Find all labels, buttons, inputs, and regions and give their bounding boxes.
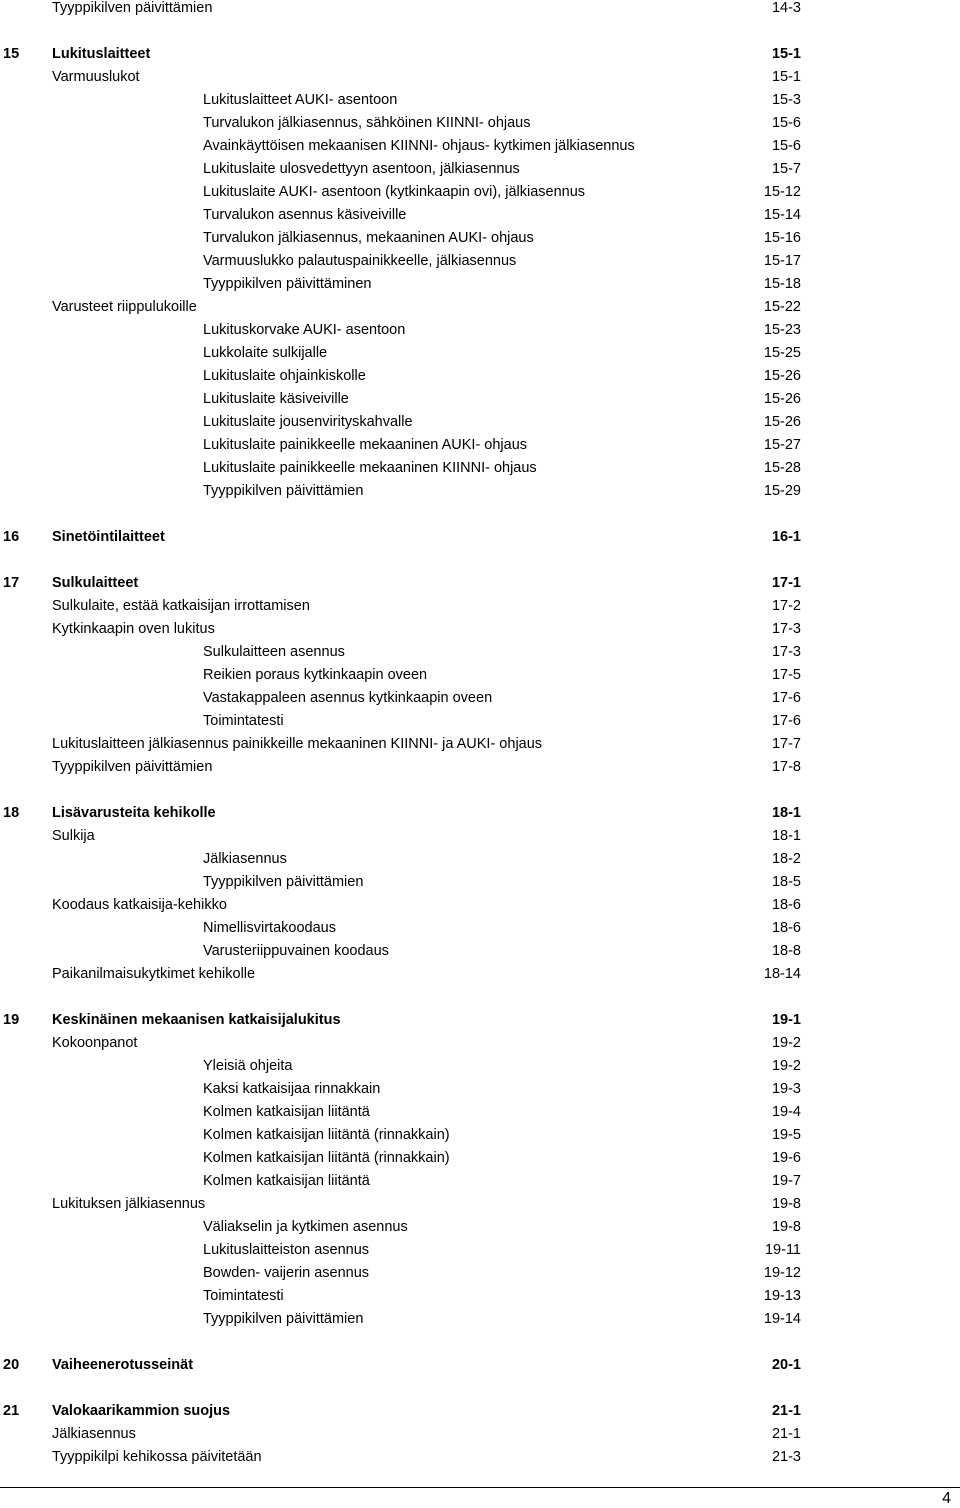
toc-page-reference: 16-1 [771, 529, 801, 545]
toc-entry-title: Lukituslaite AUKI- asentoon (kytkinkaapin ovi), jälkiasennus [203, 184, 586, 200]
toc-subsection-row [0, 874, 960, 897]
toc-section-row [0, 69, 960, 92]
toc-entry-title: Tyyppikilven päivittämien [203, 1311, 364, 1327]
toc-page-reference: 18-1 [771, 805, 801, 821]
toc-subsection-row [0, 1288, 960, 1311]
toc-subsection-row [0, 713, 960, 736]
toc-section-row [0, 299, 960, 322]
toc-entry-title: Lukituslaite käsiveiville [203, 391, 349, 407]
toc-page-reference: 15-26 [763, 391, 801, 407]
toc-chapter-row [0, 46, 960, 69]
footer-rule [0, 1487, 960, 1488]
toc-entry-title: Tyyppikilpi kehikossa päivitetään [52, 1449, 262, 1465]
toc-subsection-row [0, 851, 960, 874]
toc-entry-title: Kaksi katkaisijaa rinnakkain [203, 1081, 381, 1097]
toc-entry-title: Tyyppikilven päivittämien [203, 483, 364, 499]
toc-page-reference: 20-1 [771, 1357, 801, 1373]
toc-subsection-row [0, 1081, 960, 1104]
toc-page-reference: 18-5 [771, 874, 801, 890]
toc-page-reference: 15-23 [763, 322, 801, 338]
toc-page-reference: 15-29 [763, 483, 801, 499]
toc-page-reference: 15-17 [763, 253, 801, 269]
toc-subsection-row [0, 644, 960, 667]
toc-page-reference: 19-6 [771, 1150, 801, 1166]
toc-entry-title: Tyyppikilven päivittämien [203, 874, 364, 890]
toc-page-reference: 15-16 [763, 230, 801, 246]
toc-page-reference: 19-8 [771, 1219, 801, 1235]
toc-entry-title: Kolmen katkaisijan liitäntä (rinnakkain) [203, 1150, 450, 1166]
toc-chapter-number: 19 [3, 1012, 20, 1028]
toc-entry-title: Reikien poraus kytkinkaapin oveen [203, 667, 428, 683]
toc-subsection-row [0, 1265, 960, 1288]
toc-page-reference: 19-14 [763, 1311, 801, 1327]
toc-page-reference: 17-7 [771, 736, 801, 752]
toc-subsection-row [0, 1150, 960, 1173]
toc-chapter-row [0, 1012, 960, 1035]
toc-subsection-row [0, 1219, 960, 1242]
toc-entry-title: Varusteriippuvainen koodaus [203, 943, 389, 959]
toc-subsection-row [0, 1104, 960, 1127]
toc-subsection-row [0, 414, 960, 437]
toc-section-row [0, 966, 960, 989]
toc-page-reference: 15-26 [763, 368, 801, 384]
toc-entry-title: Sulkulaitteet [52, 575, 139, 591]
toc-entry-title: Varusteet riippulukoille [52, 299, 197, 315]
toc-section-row [0, 828, 960, 851]
toc-subsection-row [0, 115, 960, 138]
toc-page-reference: 15-12 [763, 184, 801, 200]
toc-page-reference: 18-6 [771, 897, 801, 913]
toc-section-row [0, 1035, 960, 1058]
toc-entry-title: Kolmen katkaisijan liitäntä [203, 1104, 370, 1120]
toc-subsection-row [0, 253, 960, 276]
toc-entry-title: Kolmen katkaisijan liitäntä (rinnakkain) [203, 1127, 450, 1143]
toc-subsection-row [0, 667, 960, 690]
toc-entry-title: Väliakselin ja kytkimen asennus [203, 1219, 408, 1235]
toc-entry-title: Lukituslaite painikkeelle mekaaninen KIINNI- ohjaus [203, 460, 537, 476]
toc-entry-title: Varmuuslukot [52, 69, 140, 85]
toc-entry-title: Keskinäinen mekaanisen katkaisijalukitus [52, 1012, 341, 1028]
toc-page-reference: 17-3 [771, 621, 801, 637]
toc-entry-title: Kolmen katkaisijan liitäntä [203, 1173, 370, 1189]
toc-entry-title: Varmuuslukko palautuspainikkeelle, jälkiasennus [203, 253, 517, 269]
toc-page-reference: 15-6 [771, 138, 801, 154]
toc-entry-title: Lukituslaitteet AUKI- asentoon [203, 92, 398, 108]
toc-entry-title: Vaiheenerotusseinät [52, 1357, 194, 1373]
toc-page-reference: 19-4 [771, 1104, 801, 1120]
toc-page-reference: 19-13 [763, 1288, 801, 1304]
toc-entry-title: Sulkulaitteen asennus [203, 644, 345, 660]
toc-page-reference: 19-2 [771, 1035, 801, 1051]
toc-section-row [0, 736, 960, 759]
toc-page-reference: 19-8 [771, 1196, 801, 1212]
toc-entry-title: Lisävarusteita kehikolle [52, 805, 216, 821]
toc-page-reference: 17-6 [771, 713, 801, 729]
toc-subsection-row [0, 184, 960, 207]
toc-entry-title: Lukituksen jälkiasennus [52, 1196, 206, 1212]
toc-page-reference: 21-1 [771, 1426, 801, 1442]
toc-page-reference: 18-2 [771, 851, 801, 867]
toc-entry-title: Jälkiasennus [203, 851, 287, 867]
toc-entry-title: Jälkiasennus [52, 1426, 136, 1442]
toc-subsection-row [0, 920, 960, 943]
toc-chapter-number: 18 [3, 805, 20, 821]
toc-page-reference: 15-25 [763, 345, 801, 361]
toc-page-reference: 18-14 [763, 966, 801, 982]
toc-entry-title: Nimellisvirtakoodaus [203, 920, 336, 936]
toc-page-reference: 15-14 [763, 207, 801, 223]
toc-page-reference: 18-8 [771, 943, 801, 959]
toc-entry-title: Lukituslaitteiston asennus [203, 1242, 370, 1258]
toc-subsection-row [0, 345, 960, 368]
toc-page-reference: 15-1 [771, 46, 801, 62]
page-number: 4 [942, 1490, 951, 1507]
toc-entry-title: Toimintatesti [203, 1288, 284, 1304]
toc-page-reference: 15-6 [771, 115, 801, 131]
toc-chapter-number: 20 [3, 1357, 20, 1373]
toc-subsection-row [0, 230, 960, 253]
toc-entry-title: Vastakappaleen asennus kytkinkaapin oveen [203, 690, 493, 706]
toc-page-reference: 15-27 [763, 437, 801, 453]
toc-subsection-row [0, 1127, 960, 1150]
toc-entry-title: Lukituslaite ohjainkiskolle [203, 368, 366, 384]
toc-entry-title: Paikanilmaisukytkimet kehikolle [52, 966, 256, 982]
toc-entry-title: Koodaus katkaisija-kehikko [52, 897, 227, 913]
toc-subsection-row [0, 483, 960, 506]
toc-subsection-row [0, 943, 960, 966]
toc-subsection-row [0, 138, 960, 161]
toc-page-reference: 15-28 [763, 460, 801, 476]
toc-page-reference: 18-1 [771, 828, 801, 844]
toc-page-reference: 15-22 [763, 299, 801, 315]
toc-entry-title: Lukituslaitteen jälkiasennus painikkeille mekaaninen KIINNI- ja AUKI- ohjaus [52, 736, 543, 752]
toc-subsection-row [0, 1311, 960, 1334]
toc-entry-title: Lukituslaite jousenvirityskahvalle [203, 414, 413, 430]
toc-page-reference: 17-6 [771, 690, 801, 706]
toc-section-row [0, 1426, 960, 1449]
toc-section-row [0, 598, 960, 621]
toc-entry-title: Lukituslaitteet [52, 46, 151, 62]
toc-entry-title: Sulkija [52, 828, 95, 844]
toc-page-reference: 17-8 [771, 759, 801, 775]
toc-entry-title: Lukituslaite ulosvedettyyn asentoon, jälkiasennus [203, 161, 520, 177]
toc-page-reference: 19-12 [763, 1265, 801, 1281]
toc-page-reference: 15-18 [763, 276, 801, 292]
toc-entry-title: Lukituslaite painikkeelle mekaaninen AUKI- ohjaus [203, 437, 528, 453]
toc-entry-title: Sinetöintilaitteet [52, 529, 165, 545]
toc-entry-title: Toimintatesti [203, 713, 284, 729]
toc-page-reference: 19-3 [771, 1081, 801, 1097]
toc-subsection-row [0, 1242, 960, 1265]
toc-subsection-row [0, 276, 960, 299]
toc-page-reference: 19-5 [771, 1127, 801, 1143]
toc-entry-title: Lukituskorvake AUKI- asentoon [203, 322, 406, 338]
toc-page-reference: 19-2 [771, 1058, 801, 1074]
toc-subsection-row [0, 391, 960, 414]
toc-chapter-row [0, 1403, 960, 1426]
toc-chapter-number: 15 [3, 46, 20, 62]
toc-entry-title: Turvalukon jälkiasennus, mekaaninen AUKI- ohjaus [203, 230, 534, 246]
toc-page-reference: 19-11 [764, 1242, 801, 1258]
toc-chapter-row [0, 575, 960, 598]
toc-subsection-row [0, 368, 960, 391]
toc-entry-title: Avainkäyttöisen mekaanisen KIINNI- ohjaus- kytkimen jälkiasennus [203, 138, 635, 154]
toc-subsection-row [0, 460, 960, 483]
toc-page-reference: 18-6 [771, 920, 801, 936]
toc-page-reference: 21-1 [771, 1403, 801, 1419]
toc-subsection-row [0, 1058, 960, 1081]
toc-entry-title: Kytkinkaapin oven lukitus [52, 621, 215, 637]
toc-section-row [0, 621, 960, 644]
toc-section-row [0, 759, 960, 782]
toc-subsection-row [0, 322, 960, 345]
toc-subsection-row [0, 207, 960, 230]
toc-section-row [0, 0, 960, 23]
toc-page-reference: 17-1 [771, 575, 801, 591]
toc-page-reference: 15-7 [771, 161, 801, 177]
toc-page-reference: 17-5 [771, 667, 801, 683]
toc-chapter-number: 16 [3, 529, 20, 545]
toc-page-reference: 15-3 [771, 92, 801, 108]
toc-chapter-row [0, 805, 960, 828]
toc-entry-title: Lukkolaite sulkijalle [203, 345, 328, 361]
toc-subsection-row [0, 161, 960, 184]
toc-section-row [0, 897, 960, 920]
toc-subsection-row [0, 92, 960, 115]
toc-entry-title: Tyyppikilven päivittämien [52, 0, 213, 16]
toc-page-reference: 17-2 [771, 598, 801, 614]
toc-chapter-number: 21 [3, 1403, 20, 1419]
toc-chapter-number: 17 [3, 575, 20, 591]
toc-entry-title: Tyyppikilven päivittämien [52, 759, 213, 775]
toc-page-reference: 15-26 [763, 414, 801, 430]
toc-chapter-row [0, 529, 960, 552]
toc-chapter-row [0, 1357, 960, 1380]
toc-subsection-row [0, 690, 960, 713]
toc-section-row [0, 1449, 960, 1472]
toc-entry-title: Bowden- vaijerin asennus [203, 1265, 370, 1281]
toc-section-row [0, 1196, 960, 1219]
toc-entry-title: Yleisiä ohjeita [203, 1058, 293, 1074]
toc-page-reference: 19-1 [771, 1012, 801, 1028]
toc-page-reference: 14-3 [771, 0, 801, 16]
toc-subsection-row [0, 1173, 960, 1196]
toc-page-reference: 15-1 [771, 69, 801, 85]
toc-entry-title: Tyyppikilven päivittäminen [203, 276, 372, 292]
toc-entry-title: Turvalukon asennus käsiveiville [203, 207, 407, 223]
toc-page-reference: 19-7 [771, 1173, 801, 1189]
toc-entry-title: Valokaarikammion suojus [52, 1403, 231, 1419]
toc-page-reference: 17-3 [771, 644, 801, 660]
toc-page-reference: 21-3 [771, 1449, 801, 1465]
toc-entry-title: Kokoonpanot [52, 1035, 138, 1051]
toc-entry-title: Sulkulaite, estää katkaisijan irrottamisen [52, 598, 310, 614]
toc-subsection-row [0, 437, 960, 460]
toc-entry-title: Turvalukon jälkiasennus, sähköinen KIINNI- ohjaus [203, 115, 531, 131]
